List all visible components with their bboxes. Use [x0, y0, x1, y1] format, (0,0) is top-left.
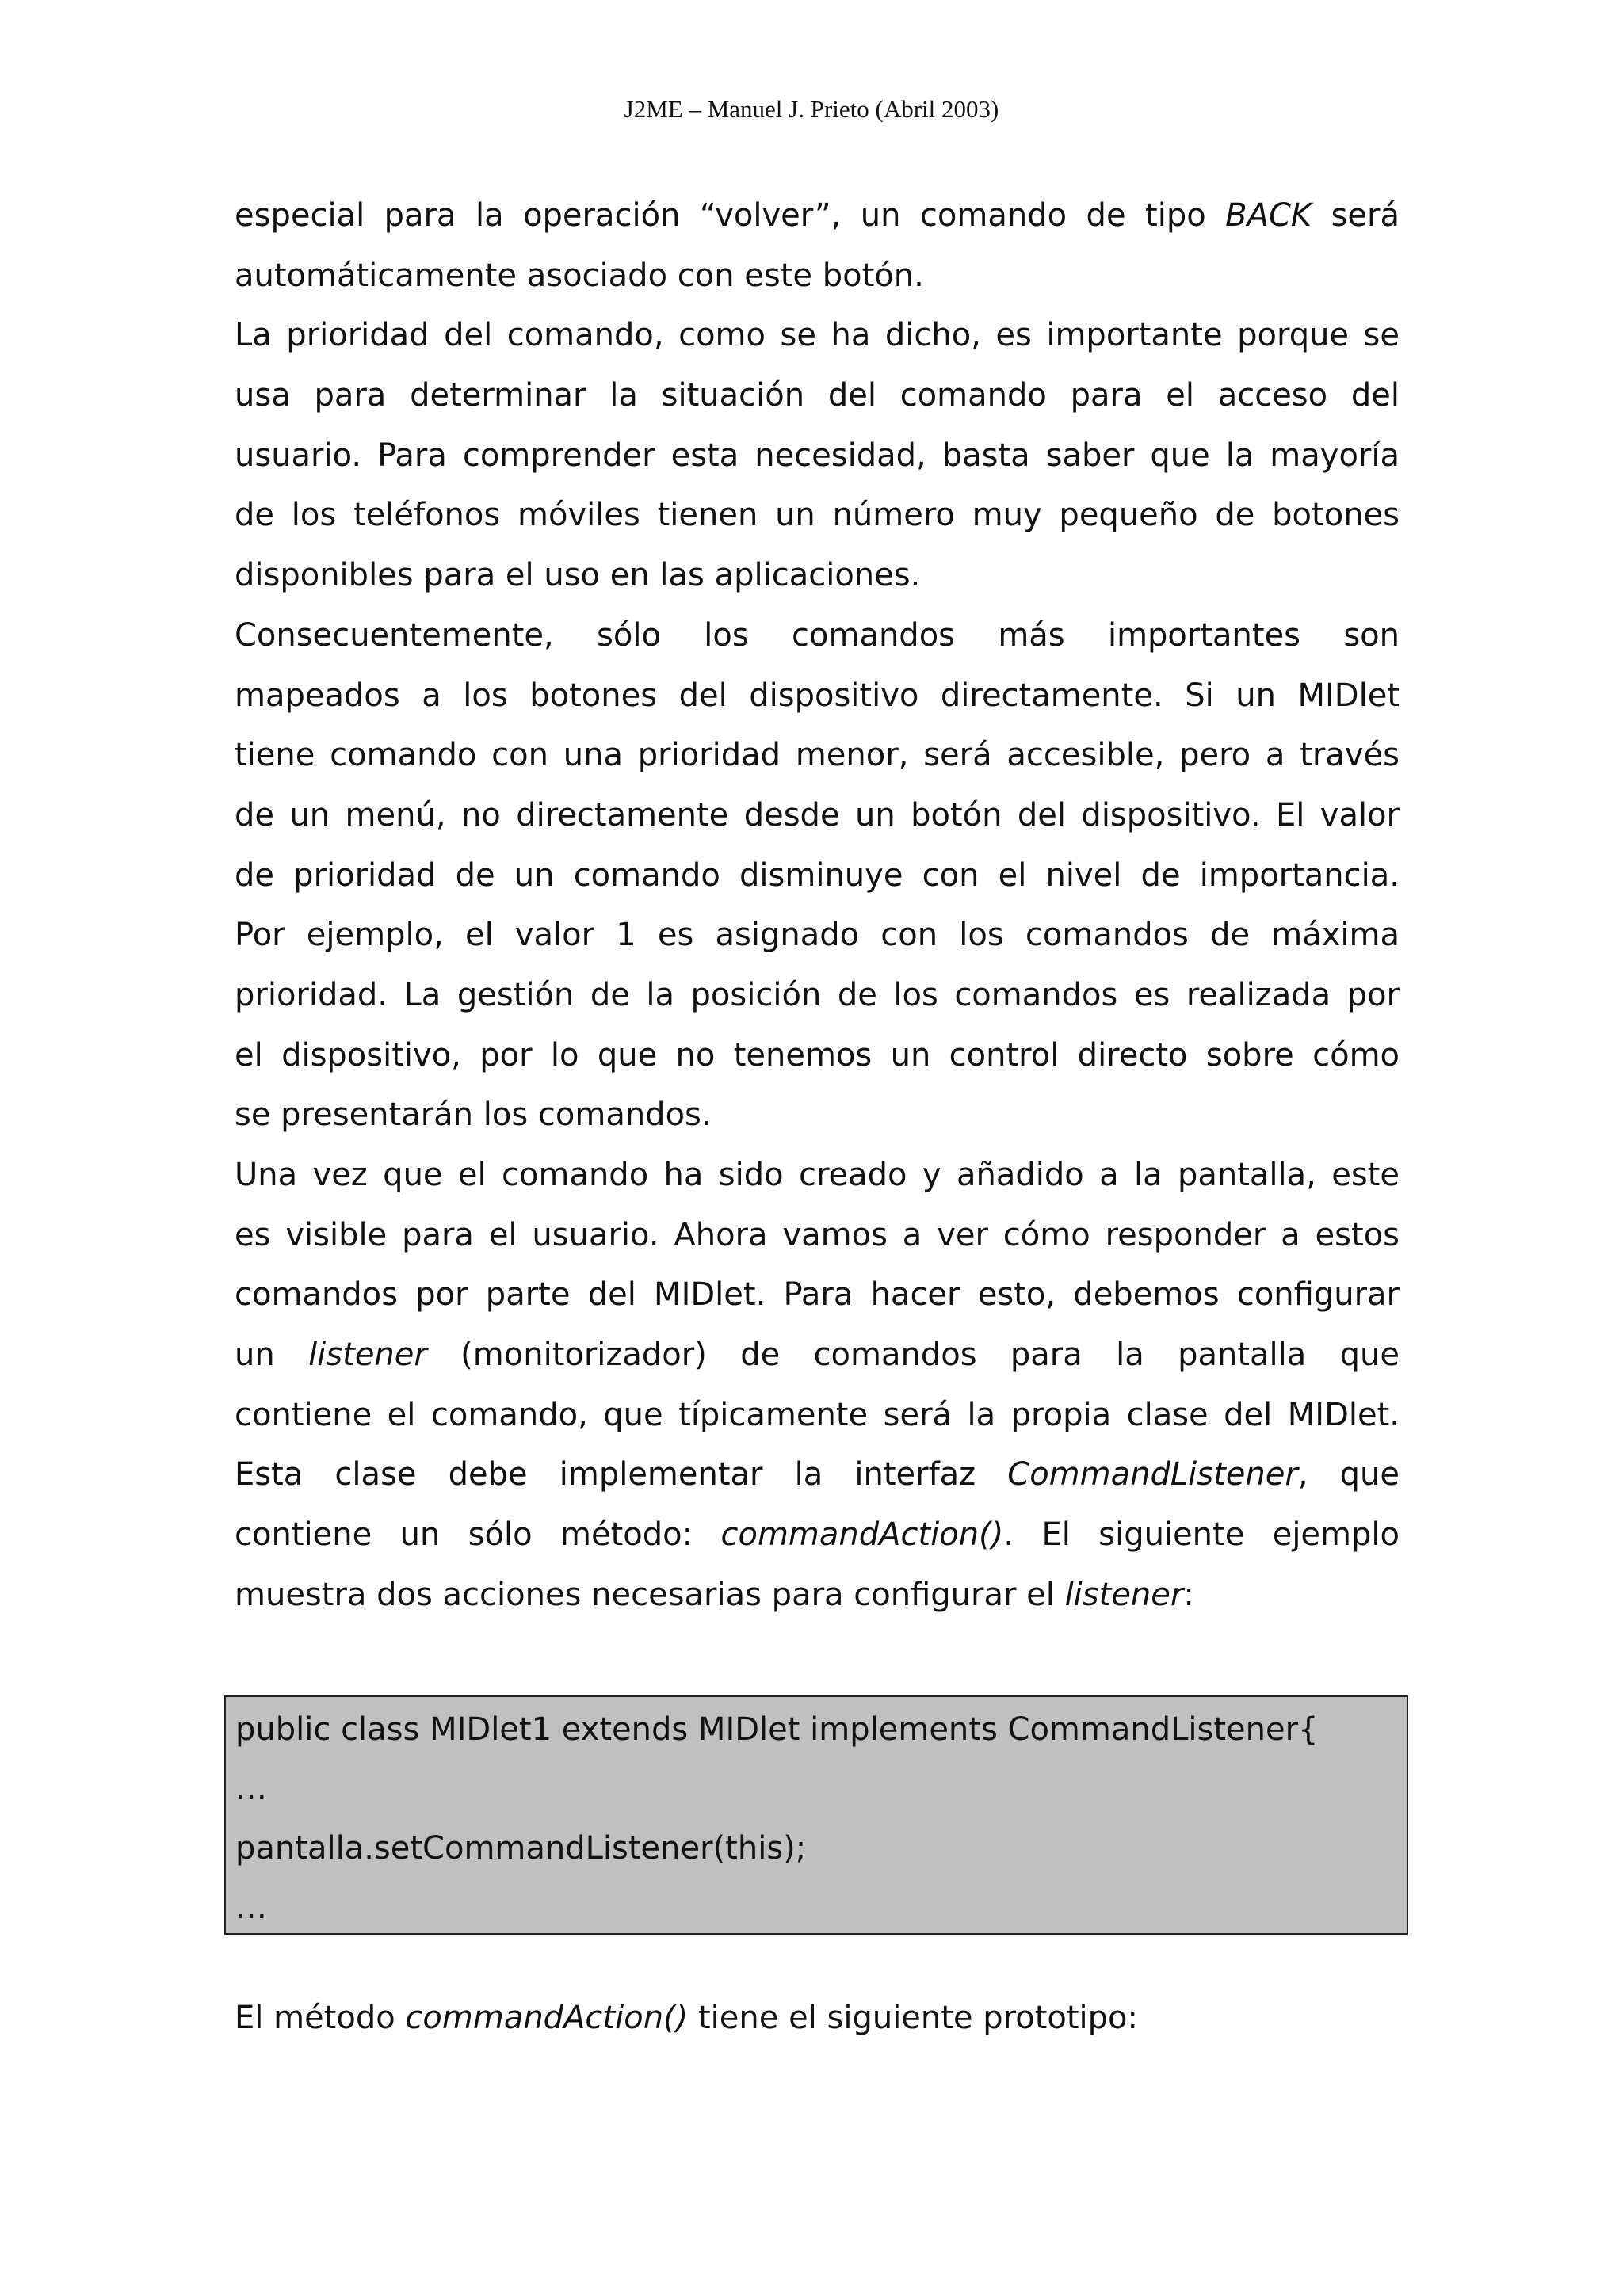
- text-line: [235, 486, 1400, 546]
- closing-text: El método: [235, 2000, 406, 2036]
- text-line: [235, 1566, 1400, 1626]
- text-run: Por ejemplo, el valor 1 es asignado con los comandos de máxima: [235, 917, 1400, 954]
- text-run: contiene el comando, que típicamente será la propia clase del MIDlet.: [235, 1396, 1400, 1433]
- text-run: un: [235, 1337, 309, 1374]
- text-line: [235, 1085, 1400, 1146]
- text-run: se presentarán los comandos.: [235, 1097, 712, 1134]
- text-line: [235, 246, 1400, 307]
- text-line: [235, 366, 1400, 426]
- closing-text-end: tiene el siguiente prototipo:: [688, 2000, 1138, 2036]
- text-line: [235, 1206, 1400, 1266]
- text-line: [235, 846, 1400, 906]
- text-run: de prioridad de un comando disminuye con el nivel de importancia.: [235, 856, 1400, 894]
- text-line: [235, 1386, 1400, 1446]
- italic-term: BACK: [1225, 197, 1312, 234]
- text-run: tiene comando con una prioridad menor, será accesible, pero a través: [235, 737, 1400, 774]
- text-run: automáticamente asociado con este botón.: [235, 257, 924, 294]
- text-run: será: [1312, 197, 1400, 234]
- paragraph: [235, 1146, 1400, 1626]
- italic-term: listener: [1064, 1576, 1184, 1613]
- text-line: [235, 306, 1400, 366]
- text-run: (monitorizador) de comandos para la pantalla que: [426, 1337, 1400, 1374]
- text-run: de los teléfonos móviles tienen un número muy pequeño de botones: [235, 497, 1400, 534]
- page-header: J2ME – Manuel J. Prieto (Abril 2003): [624, 95, 999, 123]
- text-line: [235, 1146, 1400, 1206]
- text-line: [235, 966, 1400, 1026]
- text-line: [235, 1026, 1400, 1086]
- text-run: , que: [1297, 1456, 1400, 1493]
- text-run: Una vez que el comando ha sido creado y añadido a la pantalla, este: [235, 1157, 1400, 1193]
- closing-method-name: commandAction(): [405, 2000, 689, 2036]
- paragraph: [235, 306, 1400, 605]
- text-run: usuario. Para comprender esta necesidad, basta saber que la mayoría: [235, 437, 1400, 474]
- text-line: [235, 546, 1400, 606]
- text-run: . El siguiente ejemplo: [1003, 1516, 1400, 1554]
- italic-term: listener: [308, 1337, 427, 1374]
- text-run: prioridad. La gestión de la posición de los comandos es realizada por: [235, 976, 1400, 1013]
- text-run: Esta clase debe implementar la interfaz: [235, 1456, 1008, 1493]
- text-run: especial para la operación “volver”, un comando de tipo: [235, 197, 1226, 234]
- text-line: [235, 1505, 1400, 1566]
- text-run: muestra dos acciones necesarias para configurar el: [235, 1576, 1065, 1613]
- paragraph: [235, 606, 1400, 1146]
- text-run: comandos por parte del MIDlet. Para hacer esto, debemos configurar: [235, 1276, 1400, 1314]
- italic-term: CommandListener: [1007, 1456, 1298, 1493]
- body-text: [235, 186, 1400, 1626]
- text-run: de un menú, no directamente desde un botón del dispositivo. El valor: [235, 796, 1400, 833]
- code-line: …: [235, 1890, 267, 1926]
- italic-term: commandAction(): [720, 1516, 1004, 1554]
- text-run: mapeados a los botones del dispositivo directamente. Si un MIDlet: [235, 677, 1400, 714]
- text-line: [235, 786, 1400, 846]
- text-run: Consecuentemente, sólo los comandos más importantes son: [235, 616, 1400, 654]
- text-line: [235, 1445, 1400, 1505]
- text-run: contiene un sólo método:: [235, 1516, 721, 1554]
- text-run: :: [1183, 1576, 1194, 1613]
- paragraph: [235, 186, 1400, 306]
- text-line: [235, 1325, 1400, 1386]
- closing-paragraph: [235, 1989, 1400, 2048]
- text-line: [235, 726, 1400, 786]
- text-run: es visible para el usuario. Ahora vamos a ver cómo responder a estos: [235, 1216, 1400, 1253]
- text-line: [235, 426, 1400, 486]
- text-run: usa para determinar la situación del comando para el acceso del: [235, 377, 1400, 414]
- text-line: [235, 1265, 1400, 1325]
- code-block: [224, 1695, 1408, 1935]
- text-line: [235, 666, 1400, 727]
- code-line: …: [235, 1771, 267, 1807]
- code-line: pantalla.setCommandListener(this);: [235, 1830, 807, 1867]
- code-line: public class MIDlet1 extends MIDlet implements CommandListener{: [235, 1711, 1319, 1748]
- text-line: [235, 186, 1400, 246]
- text-line: [235, 606, 1400, 666]
- text-line: [235, 906, 1400, 966]
- text-run: La prioridad del comando, como se ha dicho, es importante porque se: [235, 317, 1400, 354]
- text-run: el dispositivo, por lo que no tenemos un control directo sobre cómo: [235, 1036, 1400, 1074]
- text-run: disponibles para el uso en las aplicaciones.: [235, 557, 921, 594]
